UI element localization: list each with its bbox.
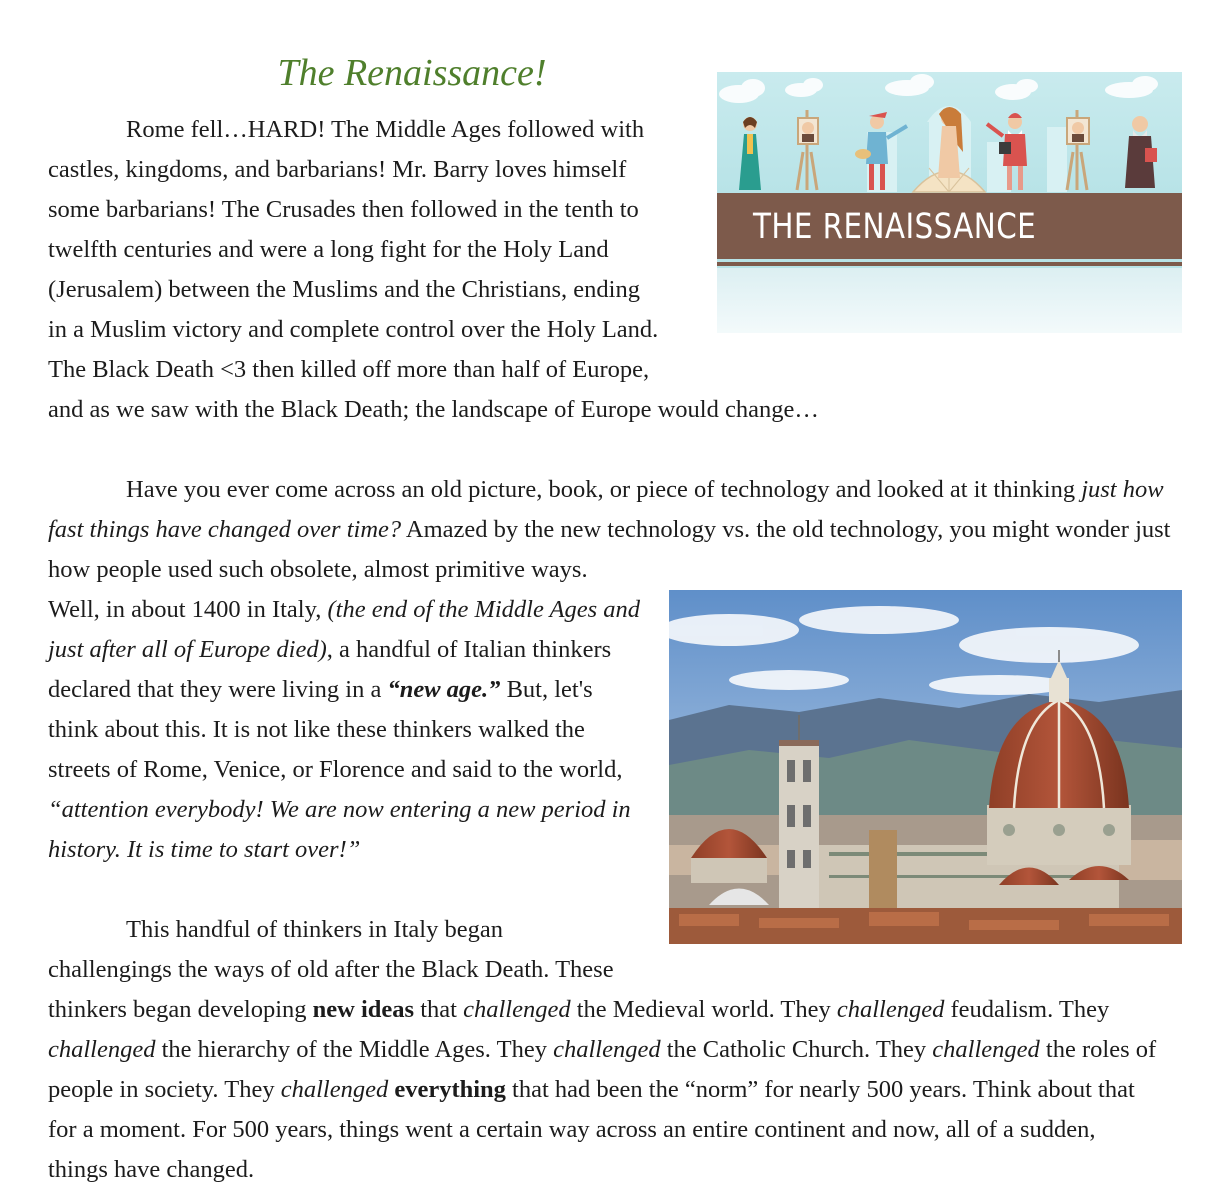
p2-line-4 <box>48 590 640 630</box>
p2-line-6 <box>48 670 593 710</box>
p3-line-5 <box>48 1070 1135 1110</box>
p3-line-4-b: the hierarchy of the Middle Ages. They <box>155 1036 554 1063</box>
banner-caption: THE RENAISSANCE <box>753 207 1037 247</box>
p2-line-8: streets of Rome, Venice, or Florence and said to the world, <box>48 756 623 783</box>
p1-line-4: twelfth centuries and were a long fight for the Holy Land <box>48 236 609 263</box>
p3-line-3-italic-2: challenged <box>836 996 945 1023</box>
p2-line-5-text: , a handful of Italian thinkers <box>326 636 612 663</box>
p3-line-6: for a moment. For 500 years, things went a certain way across an entire continent and now, all of a sudden, <box>48 1116 1096 1143</box>
p2-line-4-text: Well, in about 1400 in Italy, <box>48 596 328 623</box>
p3-line-7: things have changed. <box>48 1156 255 1183</box>
p1-line-2: castles, kingdoms, and barbarians! Mr. Barry loves himself <box>48 156 627 183</box>
p3-line-5-italic: challenged <box>280 1076 389 1103</box>
p2-line-1 <box>126 470 1164 510</box>
p2-line-1-text: Have you ever come across an old picture, book, or piece of technology and looked at it thinking <box>126 476 1082 503</box>
p3-line-4-f: the roles of <box>1039 1036 1157 1063</box>
p2-line-7: think about this. It is not like these thinkers walked the <box>48 716 585 743</box>
p3-line-5-a: people in society. They <box>48 1076 281 1103</box>
p3-line-4-d: the Catholic Church. They <box>660 1036 933 1063</box>
p3-line-5-e: that had been the “norm” for nearly 500 years. Think about that <box>505 1076 1135 1103</box>
p3-line-2: challengings the ways of old after the Black Death. These <box>48 956 614 983</box>
p2-line-10: history. It is time to start over!” <box>48 836 361 863</box>
p2-line-2-italic: fast things have changed over time? <box>48 516 402 543</box>
page-title: The Renaissance! <box>277 52 547 94</box>
p2-line-9: “attention everybody! We are now entering a new period in <box>48 796 631 823</box>
p2-line-6-text: declared that they were living in a <box>48 676 388 703</box>
p1-line-5: (Jerusalem) between the Muslims and the Christians, ending <box>48 276 640 303</box>
florence-cathedral-photo <box>669 590 1182 944</box>
p3-line-1: This handful of thinkers in Italy began <box>126 916 503 943</box>
p3-line-4-italic-1: challenged <box>48 1036 156 1063</box>
p2-line-3: how people used such obsolete, almost primitive ways. <box>48 556 588 583</box>
p2-line-5-italic: just after all of Europe died) <box>48 636 327 663</box>
p3-line-3-a: thinkers began developing <box>48 996 313 1023</box>
p3-line-3-e: the Medieval world. They <box>570 996 837 1023</box>
p2-line-5 <box>48 630 611 670</box>
p3-line-4-italic-3: challenged <box>932 1036 1040 1063</box>
p3-line-3 <box>48 990 1109 1030</box>
p3-line-4-italic-2: challenged <box>553 1036 661 1063</box>
p2-line-6-emphasis: “new age.” <box>387 676 501 703</box>
p3-line-3-g: feudalism. They <box>944 996 1110 1023</box>
banner-lower-fade <box>717 268 1182 333</box>
p2-line-2 <box>48 510 1171 550</box>
banner-rule <box>717 262 1182 266</box>
p1-line-3: some barbarians! The Crusades then followed in the tenth to <box>48 196 639 223</box>
p1-line-7: The Black Death <3 then killed off more than half of Europe, <box>48 356 650 383</box>
p3-line-5-bold: everything <box>394 1076 506 1103</box>
p2-line-1-italic: just how <box>1081 476 1164 503</box>
renaissance-banner-image <box>717 72 1182 333</box>
florence-cathedral-illustration <box>669 590 1182 944</box>
p1-line-8: and as we saw with the Black Death; the landscape of Europe would change… <box>48 396 819 423</box>
p3-line-3-italic-1: challenged <box>463 996 571 1023</box>
p3-line-4 <box>48 1030 1156 1070</box>
p2-line-4-italic: (the end of the Middle Ages and <box>327 596 641 623</box>
p1-line-1: Rome fell…HARD! The Middle Ages followed with <box>126 116 645 143</box>
p2-line-2-text: Amazed by the new technology vs. the old technology, you might wonder just <box>401 516 1171 543</box>
p1-line-6: in a Muslim victory and complete control over the Holy Land. <box>48 316 659 343</box>
p3-line-3-bold: new ideas <box>312 996 415 1023</box>
p3-line-3-c: that <box>414 996 464 1023</box>
p2-line-6-tail: But, let's <box>500 676 593 703</box>
